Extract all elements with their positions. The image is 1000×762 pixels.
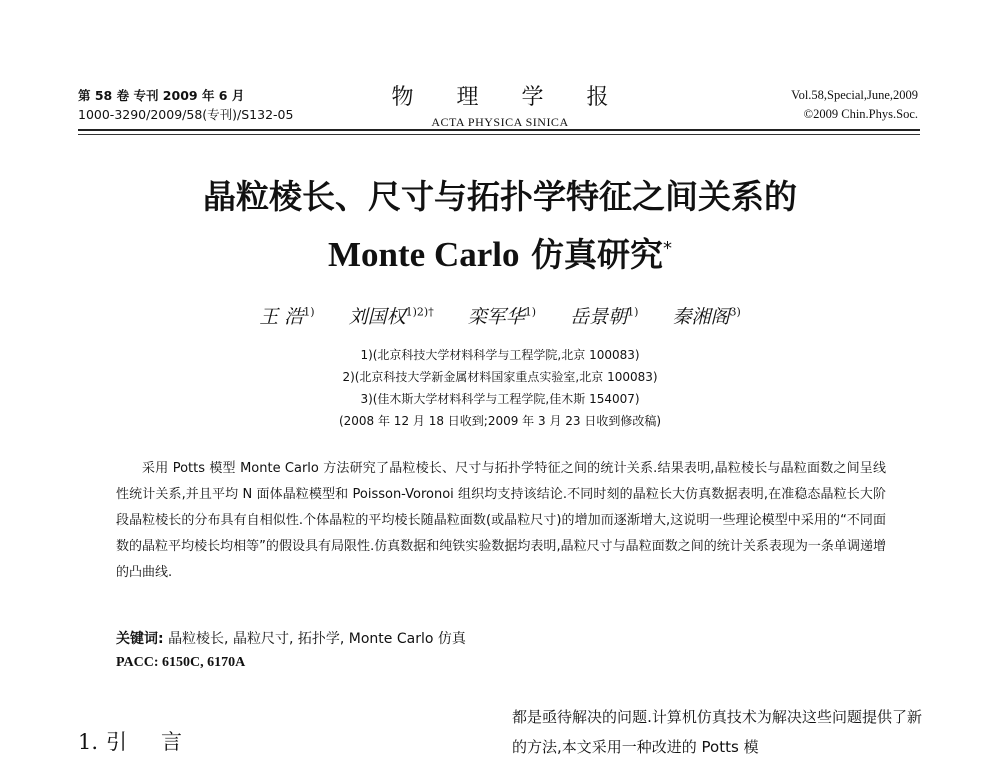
- affiliation-1: 1)(北京科技大学材料科学与工程学院,北京 100083): [360, 348, 640, 362]
- journal-name-cn: 物 理 学 报: [391, 85, 627, 110]
- affiliations: [60, 344, 940, 432]
- author: 刘国权$^{1)2)\dagger}$: [348, 305, 434, 328]
- copyright: ©2009 Chin.Phys.Soc.: [803, 107, 918, 121]
- journal-name-en: ACTA PHYSICA SINICA: [431, 115, 569, 129]
- author: 王 浩$^{1)}$: [259, 305, 315, 328]
- author-list: [60, 302, 940, 329]
- paper-title: [60, 174, 940, 278]
- header-rule-thick: [78, 129, 920, 131]
- pacc-codes: PACC: 6150C, 6170A: [116, 655, 246, 670]
- journal-issn: 1000-3290/2009/58(专刊)/S132-05: [78, 107, 294, 122]
- keywords-text: 晶粒棱长, 晶粒尺寸, 拓扑学, Monte Carlo 仿真: [168, 631, 466, 647]
- author: 秦湘阁$^{3)}$: [672, 305, 741, 328]
- journal-volume: 第 58 卷 专刊 2009 年 6 月: [78, 88, 245, 103]
- header-left: [78, 86, 293, 124]
- author: 栾军华$^{1)}$: [467, 305, 537, 328]
- section-number: 1.: [78, 730, 99, 754]
- body-paragraph: 都是亟待解决的问题.计算机仿真技术为解决这些问题提供了新的方法,本文采用一种改进的 Potts 模: [512, 708, 922, 756]
- header-rule-thin: [78, 134, 920, 135]
- section-heading: [78, 726, 216, 756]
- title-monte-carlo: Monte Carlo: [328, 235, 520, 274]
- title-footnote-mark: *: [662, 238, 672, 259]
- keywords-label: 关键词:: [116, 631, 164, 647]
- affiliation-2: 2)(北京科技大学新金属材料国家重点实验室,北京 100083): [342, 370, 658, 384]
- section-title: 引言: [106, 730, 217, 754]
- journal-masthead: [350, 80, 650, 130]
- affiliation-3: 3)(佳木斯大学材料科学与工程学院,佳木斯 154007): [360, 392, 640, 406]
- title-line-2: [60, 226, 940, 278]
- title-line-1: 晶粒棱长、尺寸与拓扑学特征之间关系的: [203, 177, 797, 216]
- keywords: [116, 628, 466, 648]
- journal-volume-en: Vol.58,Special,June,2009: [791, 88, 918, 102]
- author: 岳景朝$^{1)}$: [570, 305, 639, 328]
- received-dates: (2008 年 12 月 18 日收到;2009 年 3 月 23 日收到修改稿): [338, 414, 662, 428]
- abstract: 采用 Potts 模型 Monte Carlo 方法研究了晶粒棱长、尺寸与拓扑学特征之间的统计关系.结果表明,晶粒棱长与晶粒面数之间呈线性统计关系,并且平均 N 面体晶粒模型和 Poisson-Voronoi 组织均支持该结论.不同时刻的晶粒长大仿真数据表明,在准稳态晶粒长大阶段晶粒棱长的分布具有自相似性.个体晶粒的平均棱长随晶粒面数(或晶粒尺寸)的增加而逐渐增大,这说明一些理论模型中采用的“不同面数的晶粒平均棱长均相等”的假设具有局限性.仿真数据和纯铁实验数据均表明,晶粒尺寸与晶粒面数之间的统计关系表现为一条单调递增的凸曲线.: [116, 461, 886, 580]
- title-line-2-cn: 仿真研究: [530, 235, 663, 274]
- header-right: [791, 86, 918, 124]
